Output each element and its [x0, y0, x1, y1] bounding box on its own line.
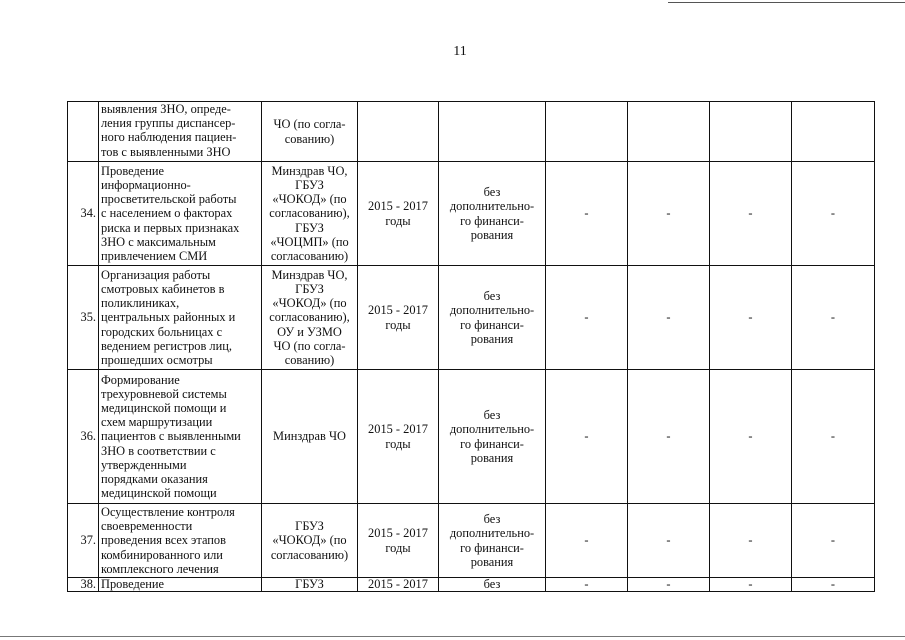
table-row — [68, 102, 875, 162]
measure-name-line: риска и первых признаках — [101, 220, 240, 235]
measure-name-line: ления группы диспансер- — [101, 116, 236, 131]
executor-line: ОУ и УЗМО — [277, 324, 342, 339]
term-line: годы — [385, 540, 411, 555]
financing-line: без — [483, 289, 501, 304]
measure-name — [99, 162, 262, 266]
term — [358, 102, 439, 162]
financing — [439, 504, 546, 578]
row-number: 38. — [68, 578, 99, 592]
executor-line: Минздрав ЧО, — [271, 267, 348, 282]
table-row — [68, 370, 875, 504]
table-row — [68, 266, 875, 370]
financing-line: без — [483, 408, 501, 423]
financing-line: рования — [470, 554, 514, 569]
term — [358, 370, 439, 504]
measure-name-line: ведением регистров лиц, — [101, 338, 232, 353]
row-number: 37. — [68, 504, 99, 578]
value-v4: - — [792, 504, 875, 578]
value-v1: - — [546, 578, 628, 592]
financing-line: без — [483, 577, 501, 591]
financing — [439, 162, 546, 266]
value-v4: - — [792, 266, 875, 370]
measure-name — [99, 504, 262, 578]
measure-name-line: привлечением СМИ — [101, 249, 208, 263]
measure-name-line: медицинской помощи — [101, 486, 217, 501]
measure-name-line: центральных районных и — [101, 310, 236, 325]
executor-line: ЧО (по согла- — [273, 338, 346, 353]
value-v4 — [792, 102, 875, 162]
term-line: 2015 - 2017 — [368, 577, 428, 591]
financing-line: рования — [470, 331, 514, 346]
table-row — [68, 162, 875, 266]
executor-line: согласованию) — [270, 547, 349, 562]
executor-line: согласованию), — [269, 310, 350, 325]
term-line: 2015 - 2017 — [368, 422, 428, 437]
financing — [439, 102, 546, 162]
measure-name-line: ного наблюдения пациен- — [101, 130, 237, 145]
financing-line: го финанси- — [460, 436, 524, 451]
row-number: 35. — [68, 266, 99, 370]
measure-name-line: тов с выявленными ЗНО — [101, 144, 231, 159]
value-v2: - — [628, 578, 710, 592]
measure-name-line: своевременности — [101, 519, 193, 534]
measure-name-line: Проведение — [101, 577, 165, 591]
value-v3: - — [710, 266, 792, 370]
financing-line: рования — [470, 450, 514, 465]
measure-name-line: поликлиниках, — [101, 296, 180, 311]
measure-name-line: Проведение — [101, 163, 165, 178]
value-v1 — [546, 102, 628, 162]
measure-name-line: Формирование — [101, 372, 180, 387]
top-rule — [668, 2, 905, 3]
measure-name-line: проведения всех этапов — [101, 533, 226, 548]
table-row — [68, 578, 875, 592]
table-body — [68, 102, 875, 592]
table-row — [68, 504, 875, 578]
measure-name-line: информационно- — [101, 177, 191, 192]
financing-line: рования — [470, 227, 514, 242]
measure-name-line: ЗНО в соответствии с — [101, 443, 216, 458]
measure-name-line: комплексного лечения — [101, 561, 219, 576]
value-v2: - — [628, 504, 710, 578]
measure-name-line: пациентов с выявленными — [101, 429, 241, 444]
measure-name — [99, 578, 262, 592]
executor-line: сованию) — [284, 353, 335, 367]
financing-line: дополнительно- — [449, 199, 535, 214]
measure-name-line: Осуществление контроля — [101, 504, 235, 519]
executor-line: ГБУЗ — [295, 177, 324, 192]
bottom-rule — [0, 636, 905, 637]
value-v3: - — [710, 578, 792, 592]
term-line: годы — [385, 213, 411, 228]
executor-line: «ЧОКОД» (по — [272, 533, 347, 548]
value-v3: - — [710, 370, 792, 504]
executor-line: «ЧОКОД» (по — [272, 296, 347, 311]
measure-name-line: смотровых кабинетов в — [101, 281, 225, 296]
term-line: 2015 - 2017 — [368, 526, 428, 541]
financing-line: без — [483, 185, 501, 200]
executor-line: согласованию) — [270, 249, 349, 263]
executor — [262, 370, 358, 504]
value-v2: - — [628, 162, 710, 266]
measures-table — [67, 101, 875, 592]
executor — [262, 578, 358, 592]
value-v3 — [710, 102, 792, 162]
term-line: 2015 - 2017 — [368, 303, 428, 318]
row-number — [68, 102, 99, 162]
executor-line: согласованию), — [269, 206, 350, 221]
measure-name-line: порядками оказания — [101, 472, 208, 486]
financing-line: дополнительно- — [449, 422, 535, 437]
measure-name-line: прошедших осмотры — [101, 353, 213, 367]
measure-name-line: трехуровневой системы — [101, 386, 227, 401]
measure-name — [99, 266, 262, 370]
measure-name-line: утвержденными — [101, 457, 187, 472]
executor-line: ЧО (по согла- — [273, 117, 346, 132]
term — [358, 504, 439, 578]
measure-name — [99, 370, 262, 504]
value-v2 — [628, 102, 710, 162]
term-line: годы — [385, 436, 411, 451]
measure-name-line: Организация работы — [101, 267, 211, 282]
value-v2: - — [628, 266, 710, 370]
value-v1: - — [546, 370, 628, 504]
value-v2: - — [628, 370, 710, 504]
term-line: годы — [385, 317, 411, 332]
term — [358, 578, 439, 592]
financing-line: го финанси- — [460, 317, 524, 332]
executor — [262, 266, 358, 370]
financing — [439, 266, 546, 370]
measure-name-line: медицинской помощи и — [101, 400, 227, 415]
value-v3: - — [710, 504, 792, 578]
page-number: 11 — [453, 44, 467, 59]
executor-line: Минздрав ЧО, — [271, 163, 348, 178]
executor-line: «ЧОЦМП» (по — [270, 234, 349, 249]
executor-line: сованию) — [284, 131, 335, 146]
executor-line: ГБУЗ — [295, 220, 324, 235]
executor-line: «ЧОКОД» (по — [272, 192, 347, 207]
term — [358, 266, 439, 370]
term — [358, 162, 439, 266]
value-v4: - — [792, 162, 875, 266]
executor — [262, 102, 358, 162]
row-number: 34. — [68, 162, 99, 266]
value-v1: - — [546, 162, 628, 266]
financing-line: го финанси- — [460, 540, 524, 555]
financing-line: дополнительно- — [449, 303, 535, 318]
value-v3: - — [710, 162, 792, 266]
executor-line: ГБУЗ — [295, 281, 324, 296]
executor-line: Минздрав ЧО — [273, 429, 346, 444]
financing-line: без — [483, 512, 501, 527]
row-number: 36. — [68, 370, 99, 504]
value-v1: - — [546, 266, 628, 370]
measure-name-line: схем маршрутизации — [101, 415, 213, 430]
measure-name-line: городских больницах с — [101, 324, 223, 339]
value-v4: - — [792, 578, 875, 592]
measure-name — [99, 102, 262, 162]
measure-name-line: выявления ЗНО, опреде- — [101, 102, 231, 116]
measure-name-line: с населением о факторах — [101, 206, 233, 221]
executor-line: ГБУЗ — [295, 519, 324, 534]
measure-name-line: ЗНО с максимальным — [101, 234, 216, 249]
financing — [439, 370, 546, 504]
executor — [262, 162, 358, 266]
financing — [439, 578, 546, 592]
value-v1: - — [546, 504, 628, 578]
measure-name-line: комбинированного или — [101, 547, 223, 562]
executor-line: ГБУЗ — [295, 577, 324, 591]
measure-name-line: просветительской работы — [101, 192, 237, 207]
term-line: 2015 - 2017 — [368, 199, 428, 214]
financing-line: дополнительно- — [449, 526, 535, 541]
financing-line: го финанси- — [460, 213, 524, 228]
executor — [262, 504, 358, 578]
value-v4: - — [792, 370, 875, 504]
